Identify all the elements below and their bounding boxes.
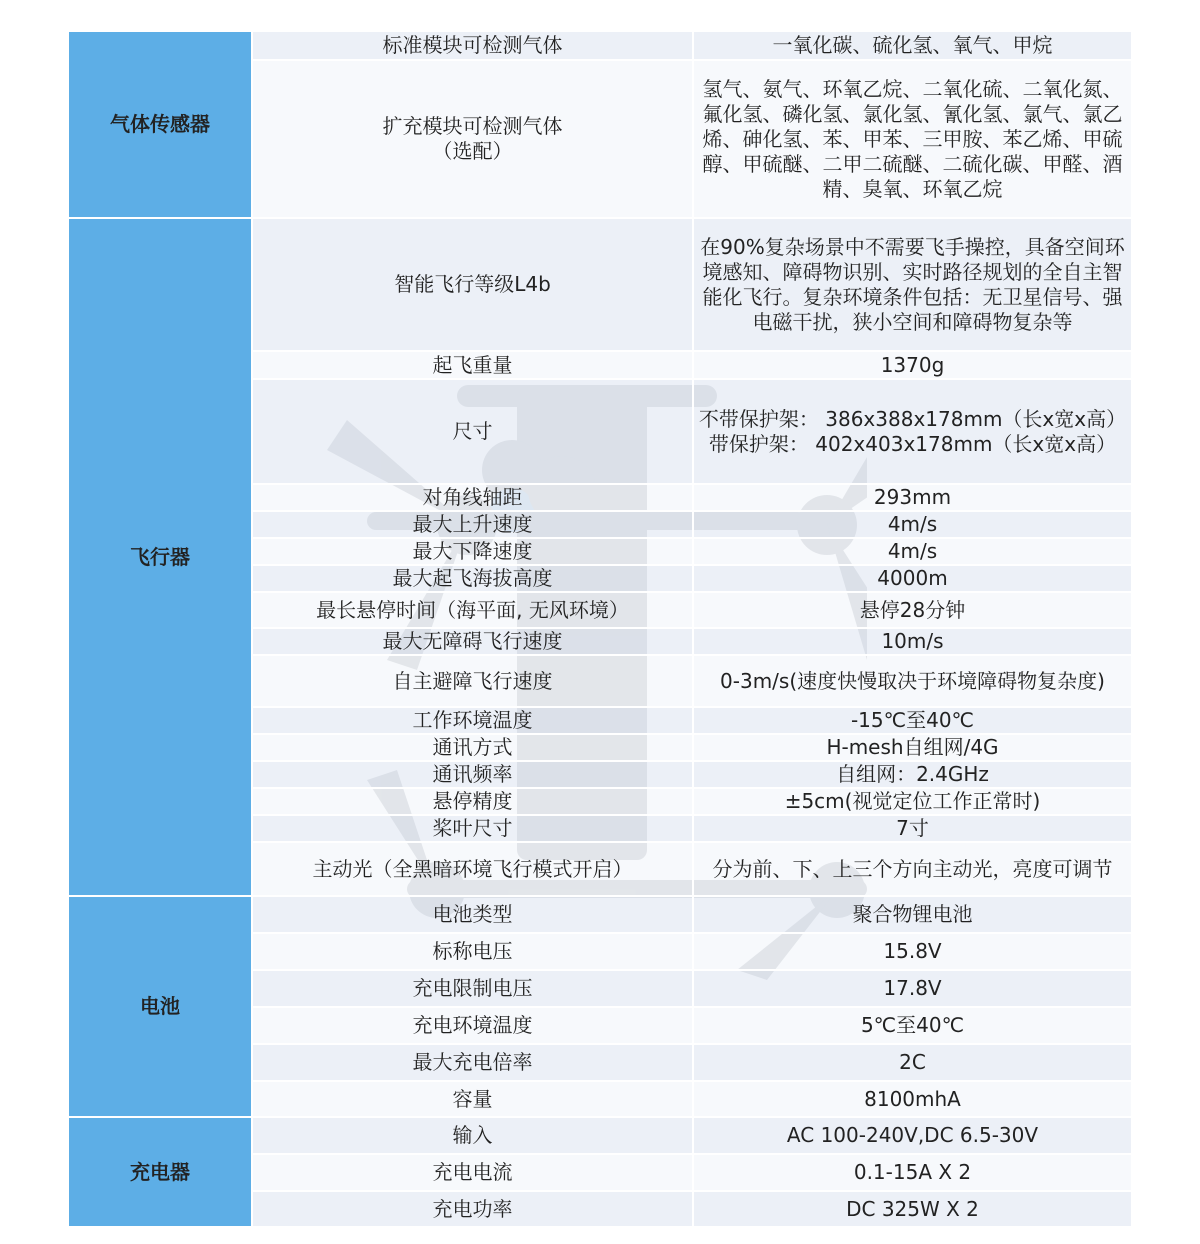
spec-label: 工作环境温度: [252, 707, 693, 734]
spec-value: 不带保护架： 386x388x178mm（长x宽x高） 带保护架： 402x403x178mm（长x宽x高）: [693, 379, 1132, 484]
spec-value: -15℃至40℃: [693, 707, 1132, 734]
spec-sheet: [67, 30, 1131, 1222]
spec-label: 智能飞行等级L4b: [252, 218, 693, 351]
spec-label: 起飞重量: [252, 351, 693, 379]
spec-value: 10m/s: [693, 628, 1132, 655]
spec-label: 容量: [252, 1081, 693, 1117]
spec-value: 4m/s: [693, 538, 1132, 565]
spec-label: 标称电压: [252, 933, 693, 970]
spec-value: 自组网：2.4GHz: [693, 761, 1132, 788]
spec-value: 17.8V: [693, 970, 1132, 1007]
category-gas-sensor: 气体传感器: [68, 31, 252, 218]
category-charger: 充电器: [68, 1117, 252, 1227]
spec-value: 4m/s: [693, 511, 1132, 538]
spec-row: [68, 896, 1132, 933]
spec-label: 对角线轴距: [252, 484, 693, 511]
spec-value: 0.1-15A X 2: [693, 1154, 1132, 1191]
spec-label: 最大无障碍飞行速度: [252, 628, 693, 655]
spec-value: 4000m: [693, 565, 1132, 592]
spec-label: 自主避障飞行速度: [252, 655, 693, 707]
spec-label: 桨叶尺寸: [252, 815, 693, 842]
spec-value: 2C: [693, 1044, 1132, 1081]
category-aircraft: 飞行器: [68, 218, 252, 896]
spec-label: 充电环境温度: [252, 1007, 693, 1044]
spec-label: 充电限制电压: [252, 970, 693, 1007]
category-battery: 电池: [68, 896, 252, 1117]
spec-row: [68, 218, 1132, 351]
spec-label: 通讯方式: [252, 734, 693, 761]
spec-value: 15.8V: [693, 933, 1132, 970]
spec-label: 最大充电倍率: [252, 1044, 693, 1081]
spec-value: 7寸: [693, 815, 1132, 842]
spec-value: 293mm: [693, 484, 1132, 511]
spec-value: ±5cm(视觉定位工作正常时): [693, 788, 1132, 815]
spec-value: 悬停28分钟: [693, 592, 1132, 628]
spec-label: 标准模块可检测气体: [252, 31, 693, 60]
spec-table: [67, 30, 1133, 1228]
spec-label: 主动光（全黑暗环境飞行模式开启）: [252, 842, 693, 896]
spec-value: 在90%复杂场景中不需要飞手操控，具备空间环境感知、障碍物识别、实时路径规划的全自主智能化飞行。复杂环境条件包括：无卫星信号、强电磁干扰，狭小空间和障碍物复杂等: [693, 218, 1132, 351]
spec-value: 聚合物锂电池: [693, 896, 1132, 933]
spec-value: AC 100-240V,DC 6.5-30V: [693, 1117, 1132, 1154]
spec-label: 通讯频率: [252, 761, 693, 788]
spec-label: 电池类型: [252, 896, 693, 933]
spec-label: 尺寸: [252, 379, 693, 484]
spec-value: 1370g: [693, 351, 1132, 379]
spec-label: 输入: [252, 1117, 693, 1154]
spec-value: 5℃至40℃: [693, 1007, 1132, 1044]
spec-value: 分为前、下、上三个方向主动光，亮度可调节: [693, 842, 1132, 896]
spec-label: 悬停精度: [252, 788, 693, 815]
spec-label: 最大起飞海拔高度: [252, 565, 693, 592]
spec-row: [68, 31, 1132, 60]
spec-value: 8100mhA: [693, 1081, 1132, 1117]
spec-row: [68, 1117, 1132, 1154]
spec-value: 一氧化碳、硫化氢、氧气、甲烷: [693, 31, 1132, 60]
spec-value: 0-3m/s(速度快慢取决于环境障碍物复杂度): [693, 655, 1132, 707]
spec-label: 最大下降速度: [252, 538, 693, 565]
spec-value: H-mesh自组网/4G: [693, 734, 1132, 761]
spec-label: 扩充模块可检测气体 （选配）: [252, 60, 693, 218]
spec-label: 充电功率: [252, 1191, 693, 1227]
spec-label: 充电电流: [252, 1154, 693, 1191]
spec-value: DC 325W X 2: [693, 1191, 1132, 1227]
spec-label: 最长悬停时间（海平面, 无风环境）: [252, 592, 693, 628]
spec-value: 氢气、氨气、环氧乙烷、二氧化硫、二氧化氮、氟化氢、磷化氢、氯化氢、氰化氢、氯气、氯乙烯、砷化氢、苯、甲苯、三甲胺、苯乙烯、甲硫醇、甲硫醚、二甲二硫醚、二硫化碳、甲醛、酒精、臭氧、环氧乙烷: [693, 60, 1132, 218]
spec-label: 最大上升速度: [252, 511, 693, 538]
